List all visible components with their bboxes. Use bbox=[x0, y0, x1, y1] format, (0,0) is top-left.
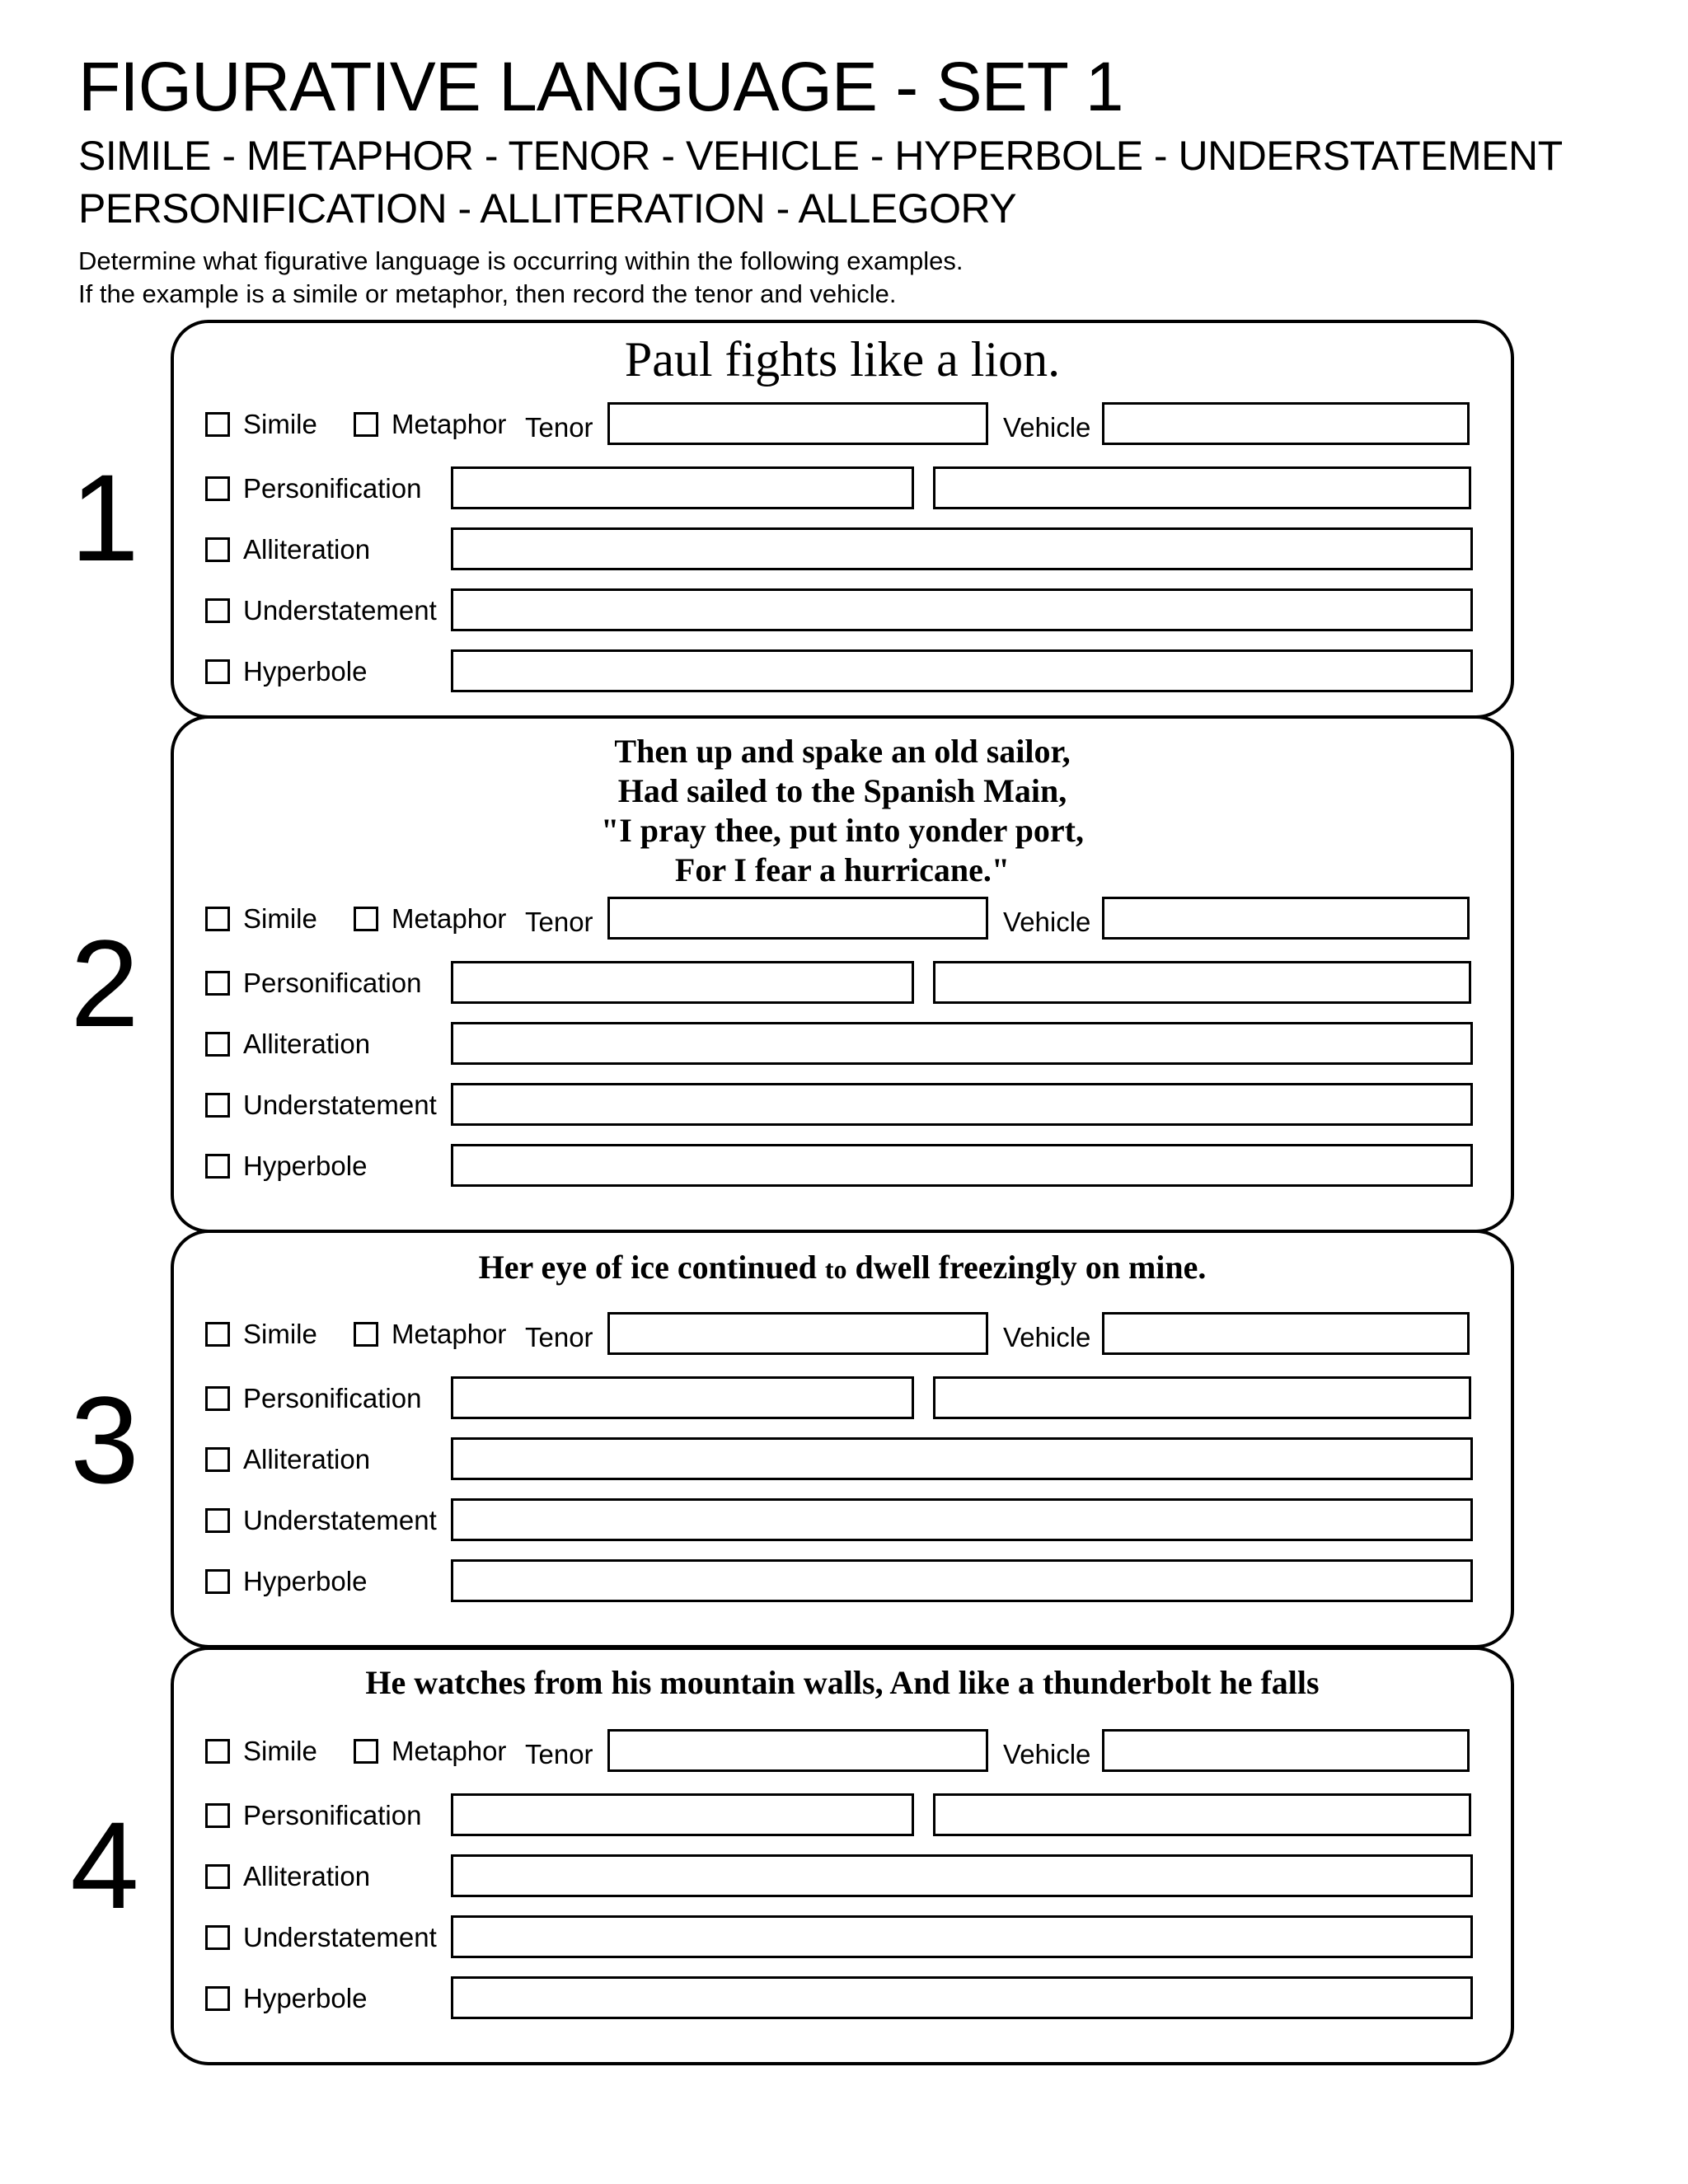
personification-row bbox=[171, 961, 1514, 1007]
example-line: Then up and spake an old sailor, bbox=[614, 733, 1071, 770]
simile-metaphor-row bbox=[171, 402, 1514, 448]
simile-checkbox[interactable] bbox=[205, 1739, 230, 1764]
metaphor-label: Metaphor bbox=[392, 1736, 507, 1766]
understatement-row bbox=[171, 1498, 1514, 1544]
hyperbole-label: Hyperbole bbox=[243, 1151, 368, 1181]
simile-metaphor-row bbox=[171, 1729, 1514, 1775]
understatement-row bbox=[171, 1083, 1514, 1129]
personification-label: Personification bbox=[243, 1383, 422, 1413]
example-text: Paul fights like a lion. bbox=[624, 332, 1061, 387]
alliteration-checkbox[interactable] bbox=[205, 537, 230, 562]
example-text-part: dwell freezingly on mine. bbox=[846, 1249, 1207, 1286]
personification-row bbox=[171, 1793, 1514, 1840]
alliteration-field[interactable] bbox=[451, 527, 1473, 570]
vehicle-field[interactable] bbox=[1102, 897, 1470, 940]
alliteration-label: Alliteration bbox=[243, 1029, 371, 1059]
vehicle-field[interactable] bbox=[1102, 1312, 1470, 1355]
understatement-label: Understatement bbox=[243, 595, 437, 626]
tenor-label: Tenor bbox=[525, 412, 593, 443]
exercise-section-1 bbox=[70, 320, 1514, 719]
understatement-field[interactable] bbox=[451, 1498, 1473, 1541]
instruction-line-2: If the example is a simile or metaphor, then record the tenor and vehicle. bbox=[78, 279, 897, 308]
hyperbole-checkbox[interactable] bbox=[205, 1154, 230, 1179]
personification-row bbox=[171, 1376, 1514, 1422]
tenor-field[interactable] bbox=[607, 402, 988, 445]
hyperbole-checkbox[interactable] bbox=[205, 1986, 230, 2011]
exercise-number: 2 bbox=[70, 914, 139, 1052]
alliteration-field[interactable] bbox=[451, 1854, 1473, 1897]
worksheet-title: FIGURATIVE LANGUAGE - SET 1 bbox=[78, 48, 1123, 125]
personification-field-2[interactable] bbox=[933, 1376, 1471, 1419]
understatement-row bbox=[171, 588, 1514, 635]
understatement-checkbox[interactable] bbox=[205, 1925, 230, 1950]
example-text bbox=[171, 732, 1514, 890]
example-text-part: to bbox=[824, 1254, 847, 1284]
understatement-checkbox[interactable] bbox=[205, 1508, 230, 1533]
understatement-checkbox[interactable] bbox=[205, 598, 230, 623]
understatement-field[interactable] bbox=[451, 1915, 1473, 1958]
tenor-label: Tenor bbox=[525, 907, 593, 937]
alliteration-checkbox[interactable] bbox=[205, 1032, 230, 1057]
tenor-label: Tenor bbox=[525, 1739, 593, 1769]
hyperbole-field[interactable] bbox=[451, 649, 1473, 692]
simile-label: Simile bbox=[243, 409, 317, 439]
hyperbole-label: Hyperbole bbox=[243, 656, 368, 687]
vehicle-label: Vehicle bbox=[1003, 907, 1091, 937]
personification-checkbox[interactable] bbox=[205, 476, 230, 501]
alliteration-row bbox=[171, 1437, 1514, 1483]
personification-label: Personification bbox=[243, 473, 422, 504]
tenor-label: Tenor bbox=[525, 1322, 593, 1352]
metaphor-checkbox[interactable] bbox=[354, 907, 378, 931]
exercise-number: 1 bbox=[70, 448, 139, 587]
understatement-checkbox[interactable] bbox=[205, 1093, 230, 1118]
example-line: Had sailed to the Spanish Main, bbox=[617, 772, 1067, 809]
understatement-row bbox=[171, 1915, 1514, 1961]
exercise-section-3 bbox=[70, 1230, 1514, 1648]
understatement-label: Understatement bbox=[243, 1922, 437, 1952]
hyperbole-row bbox=[171, 1144, 1514, 1190]
metaphor-label: Metaphor bbox=[392, 1319, 507, 1349]
alliteration-label: Alliteration bbox=[243, 1444, 371, 1474]
exercise-section-4 bbox=[70, 1647, 1514, 2065]
vehicle-label: Vehicle bbox=[1003, 1322, 1091, 1352]
example-text: He watches from his mountain walls, And like a thunderbolt he falls bbox=[365, 1664, 1320, 1701]
example-line: "I pray thee, put into yonder port, bbox=[601, 812, 1084, 849]
example-line: For I fear a hurricane." bbox=[674, 851, 1010, 888]
simile-label: Simile bbox=[243, 1736, 317, 1766]
simile-metaphor-row bbox=[171, 897, 1514, 943]
alliteration-label: Alliteration bbox=[243, 534, 371, 565]
personification-field-2[interactable] bbox=[933, 1793, 1471, 1836]
simile-checkbox[interactable] bbox=[205, 1322, 230, 1347]
exercise-section-2 bbox=[70, 715, 1514, 1233]
hyperbole-field[interactable] bbox=[451, 1976, 1473, 2019]
simile-metaphor-row bbox=[171, 1312, 1514, 1358]
simile-label: Simile bbox=[243, 1319, 317, 1349]
hyperbole-row bbox=[171, 1976, 1514, 2022]
personification-checkbox[interactable] bbox=[205, 971, 230, 996]
alliteration-field[interactable] bbox=[451, 1022, 1473, 1065]
personification-field-2[interactable] bbox=[933, 466, 1471, 509]
alliteration-checkbox[interactable] bbox=[205, 1864, 230, 1889]
metaphor-label: Metaphor bbox=[392, 903, 507, 934]
metaphor-checkbox[interactable] bbox=[354, 1739, 378, 1764]
tenor-field[interactable] bbox=[607, 1312, 988, 1355]
personification-field-1[interactable] bbox=[451, 1793, 914, 1836]
exercise-number: 4 bbox=[70, 1796, 139, 1934]
hyperbole-row bbox=[171, 649, 1514, 696]
metaphor-checkbox[interactable] bbox=[354, 1322, 378, 1347]
tenor-field[interactable] bbox=[607, 897, 988, 940]
example-text-part: Her eye of ice continued bbox=[478, 1249, 825, 1286]
example-text bbox=[171, 1248, 1514, 1289]
personification-field-1[interactable] bbox=[451, 466, 914, 509]
vehicle-label: Vehicle bbox=[1003, 1739, 1091, 1769]
alliteration-checkbox[interactable] bbox=[205, 1447, 230, 1472]
simile-checkbox[interactable] bbox=[205, 412, 230, 437]
alliteration-label: Alliteration bbox=[243, 1861, 371, 1891]
vehicle-field[interactable] bbox=[1102, 1729, 1470, 1772]
terms-line-1: SIMILE - METAPHOR - TENOR - VEHICLE - HYPERBOLE - UNDERSTATEMENT bbox=[78, 133, 1563, 179]
hyperbole-checkbox[interactable] bbox=[205, 1569, 230, 1594]
personification-field-1[interactable] bbox=[451, 961, 914, 1004]
exercise-number: 3 bbox=[70, 1371, 139, 1509]
alliteration-row bbox=[171, 527, 1514, 574]
understatement-field[interactable] bbox=[451, 588, 1473, 631]
alliteration-row bbox=[171, 1022, 1514, 1068]
understatement-label: Understatement bbox=[243, 1090, 437, 1120]
personification-label: Personification bbox=[243, 1800, 422, 1830]
alliteration-field[interactable] bbox=[451, 1437, 1473, 1480]
metaphor-label: Metaphor bbox=[392, 409, 507, 439]
hyperbole-label: Hyperbole bbox=[243, 1983, 368, 2013]
simile-label: Simile bbox=[243, 903, 317, 934]
hyperbole-row bbox=[171, 1559, 1514, 1605]
instruction-line-1: Determine what figurative language is occurring within the following examples. bbox=[78, 246, 964, 275]
vehicle-label: Vehicle bbox=[1003, 412, 1091, 443]
hyperbole-label: Hyperbole bbox=[243, 1566, 368, 1596]
terms-line-2: PERSONIFICATION - ALLITERATION - ALLEGORY bbox=[78, 185, 1017, 232]
personification-checkbox[interactable] bbox=[205, 1386, 230, 1411]
personification-field-1[interactable] bbox=[451, 1376, 914, 1419]
vehicle-field[interactable] bbox=[1102, 402, 1470, 445]
metaphor-checkbox[interactable] bbox=[354, 412, 378, 437]
personification-row bbox=[171, 466, 1514, 513]
alliteration-row bbox=[171, 1854, 1514, 1900]
hyperbole-field[interactable] bbox=[451, 1144, 1473, 1187]
hyperbole-checkbox[interactable] bbox=[205, 659, 230, 684]
tenor-field[interactable] bbox=[607, 1729, 988, 1772]
personification-checkbox[interactable] bbox=[205, 1803, 230, 1828]
personification-field-2[interactable] bbox=[933, 961, 1471, 1004]
understatement-label: Understatement bbox=[243, 1505, 437, 1535]
hyperbole-field[interactable] bbox=[451, 1559, 1473, 1602]
simile-checkbox[interactable] bbox=[205, 907, 230, 931]
personification-label: Personification bbox=[243, 968, 422, 998]
understatement-field[interactable] bbox=[451, 1083, 1473, 1126]
